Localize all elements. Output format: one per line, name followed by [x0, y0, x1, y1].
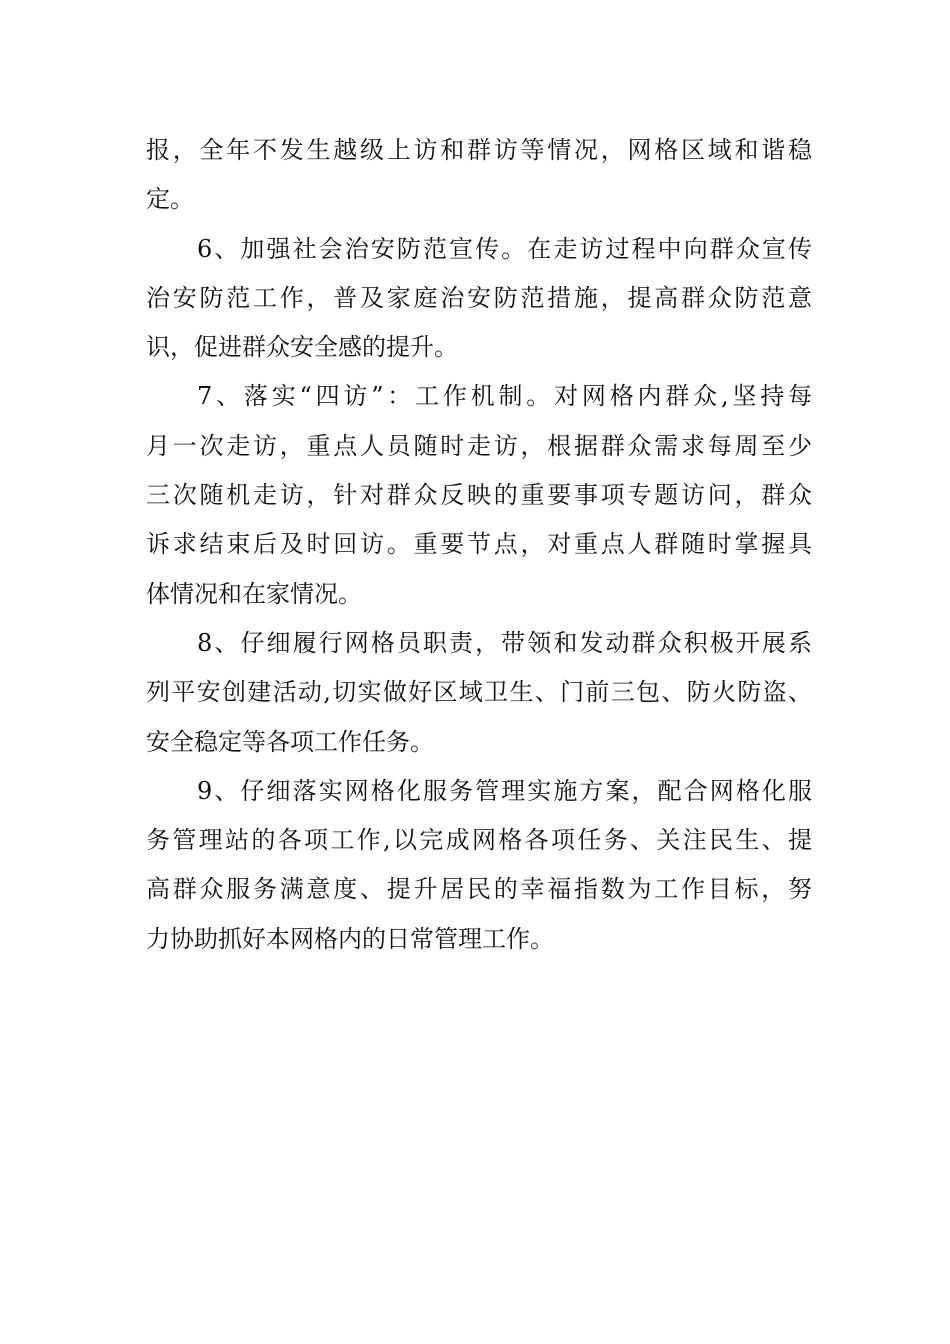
text-line: 报，全年不发生越级上访和群访等情况，网格区域和谐稳	[146, 136, 812, 164]
text-line: 三次随机走访，针对群众反映的重要事项专题访问，群众	[146, 481, 812, 510]
paragraph-5-continuation	[146, 126, 812, 225]
text-line: 务管理站的各项工作,以完成网格各项任务、关注民生、提	[146, 826, 812, 855]
text-line: 诉求结束后及时回访。重要节点，对重点人群随时掌握具	[146, 530, 812, 559]
text-line: 9、仔细落实网格化服务管理实施方案，配合网格化服	[197, 776, 812, 805]
text-line: 高群众服务满意度、提升居民的幸福指数为工作目标，努	[146, 875, 812, 904]
text-line: 安全稳定等各项工作任务。	[146, 727, 434, 756]
paragraph-item-8	[146, 619, 812, 767]
paragraph-item-7	[146, 372, 812, 618]
text-line: 列平安创建活动,切实做好区域卫生、门前三包、防火防盗、	[146, 678, 812, 707]
text-line: 月一次走访，重点人员随时走访，根据群众需求每周至少	[146, 431, 812, 460]
document-body	[146, 126, 812, 964]
text-line: 定。	[146, 185, 194, 214]
text-line: 治安防范工作，普及家庭治安防范措施，提高群众防范意	[146, 283, 812, 312]
paragraph-item-9	[146, 767, 812, 964]
text-line: 体情况和在家情况。	[146, 579, 362, 608]
text-line: 力协助抓好本网格内的日常管理工作。	[146, 924, 554, 953]
text-line: 6、加强社会治安防范宣传。在走访过程中向群众宣传	[197, 234, 812, 263]
text-line: 7、落实“四访”：工作机制。对网格内群众,坚持每	[197, 382, 812, 411]
paragraph-item-6	[146, 225, 812, 373]
text-line: 8、仔细履行网格员职责，带领和发动群众积极开展系	[197, 628, 812, 657]
text-line: 识，促进群众安全感的提升。	[146, 333, 458, 362]
